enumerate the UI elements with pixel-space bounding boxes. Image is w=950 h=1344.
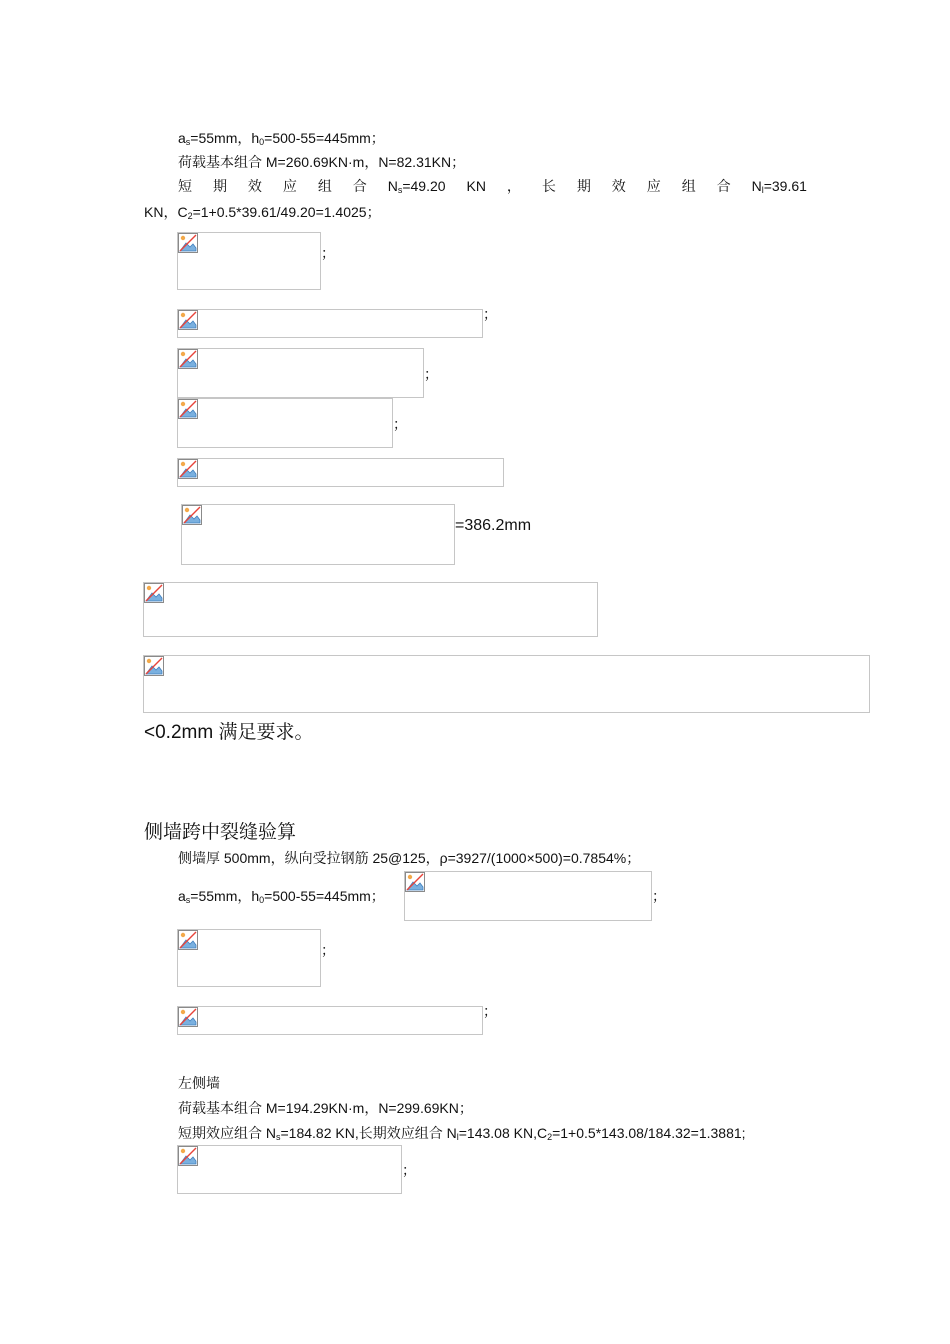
formula-image [177, 1145, 402, 1194]
param-line-as-h0: $a_s=55mm$，$h_0=500-55=445mm$； [178, 130, 385, 147]
load-basic-combo: 荷载基本组合 M=260.69KN·m，N=82.31KN； [178, 154, 466, 170]
semicolon: ； [321, 942, 335, 958]
formula-image [177, 348, 424, 398]
section-heading: 侧墙跨中裂缝验算 [144, 822, 297, 843]
semicolon: ； [402, 1162, 416, 1178]
formula-image [177, 309, 483, 338]
formula-image [177, 458, 504, 487]
formula-image [143, 582, 598, 637]
formula-image [181, 504, 455, 565]
formula-image [177, 1006, 483, 1035]
short-long-term-combo-line: 短期效应组合 $N_s=184.82$ KN,长期效应组合 $N_l=143.08$ $KN,C_2=1+0.5*143.08/184.32=1.3881$; [178, 1125, 746, 1142]
semicolon: ； [393, 416, 407, 432]
left-wall-label: 左侧墙 [178, 1075, 220, 1091]
load-basic-combo: 荷载基本组合 M=194.29KN·m，N=299.69KN； [178, 1100, 473, 1116]
param-line-as-h0: $a_s=55mm$，$h_0=500-55=445mm$； [178, 888, 385, 905]
semicolon: ； [483, 306, 497, 322]
short-long-term-combo-line: 短 期 效 应 组 合 $N_s=49.20$ KN ， 长 期 效 应 组 合 $N_l=39.61$ [178, 178, 807, 195]
c2-coefficient-line: KN，$C_2=1+0.5*39.61/49.20=1.4025$； [144, 204, 381, 221]
semicolon: ； [321, 245, 335, 261]
formula-image [143, 655, 870, 713]
crack-width-result: =386.2mm [455, 517, 532, 534]
formula-image [177, 232, 321, 290]
semicolon: ； [424, 366, 438, 382]
formula-image [404, 871, 652, 921]
formula-image [177, 398, 393, 448]
side-wall-thickness-line: 侧墙厚 500mm，纵向受拉钢筋 25@125，ρ=3927/(1000×500)=0.7854%； [178, 850, 641, 866]
conclusion-text: <0.2mm 满足要求。 [144, 722, 314, 743]
semicolon: ； [652, 888, 666, 904]
formula-image [177, 929, 321, 987]
semicolon: ； [483, 1003, 497, 1019]
